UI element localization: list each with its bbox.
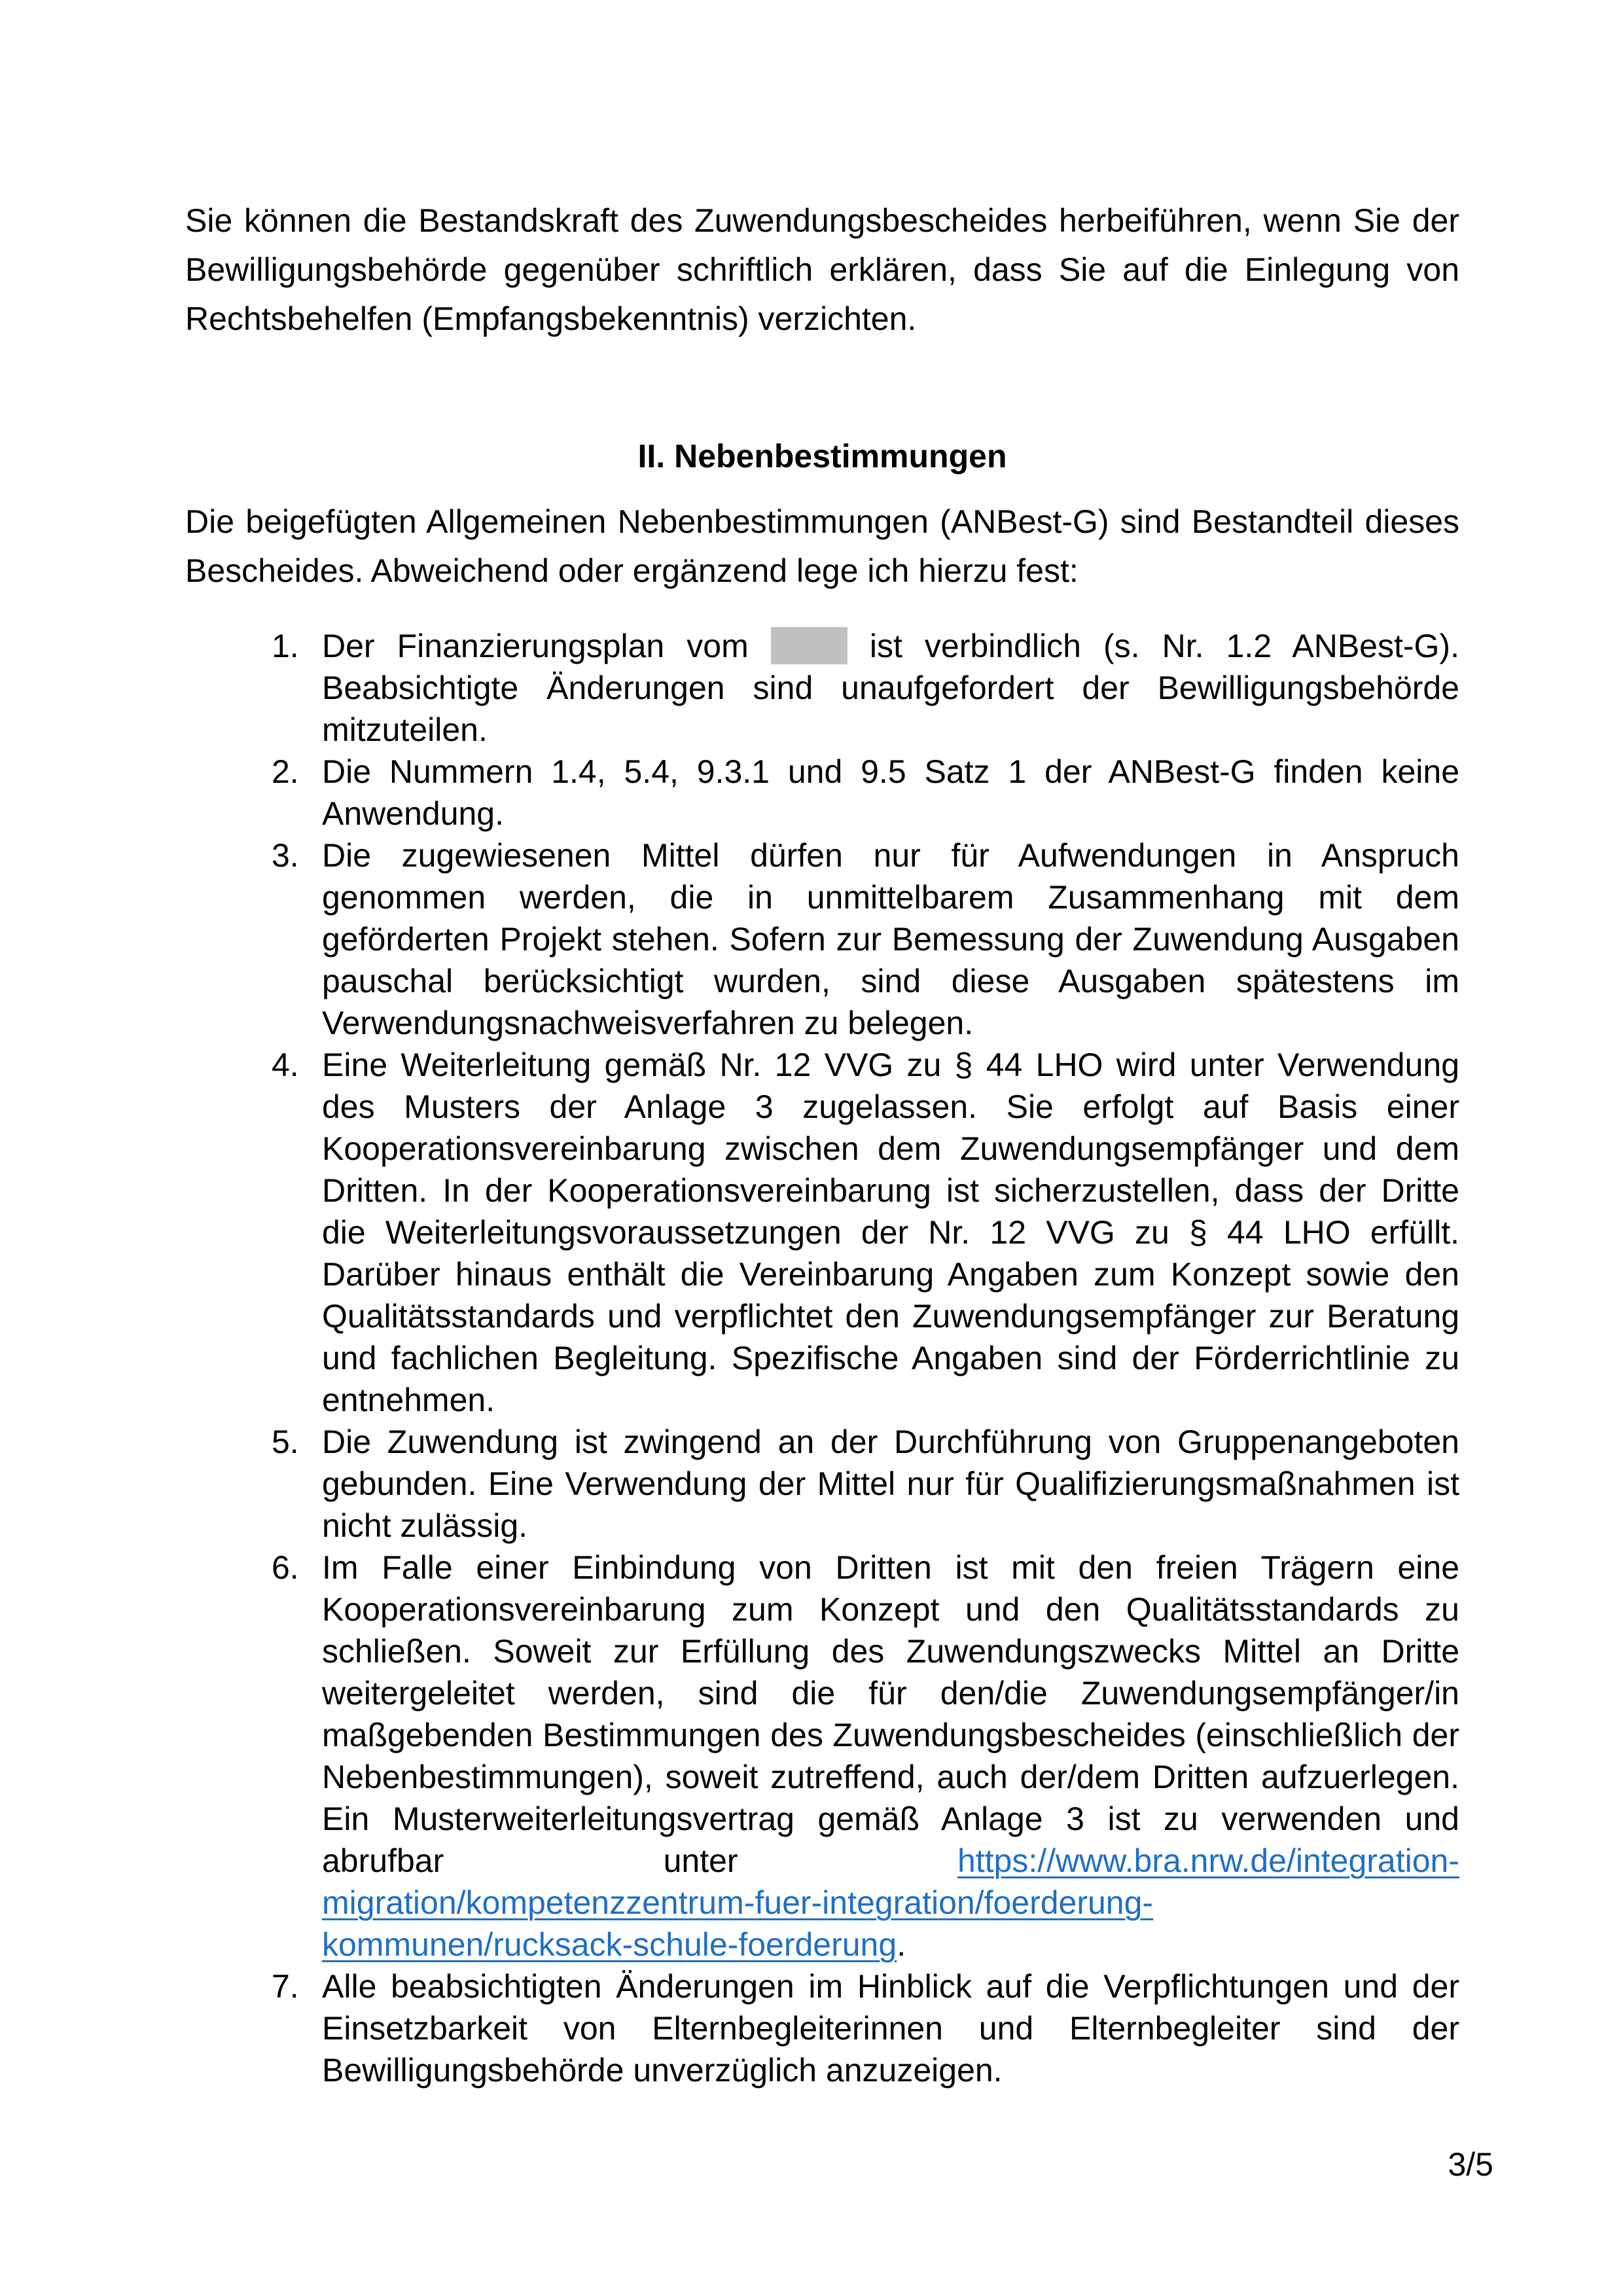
list-item-4-number: 4. bbox=[272, 1047, 299, 1083]
list-item-5-text: Die Zuwendung ist zwingend an der Durchführung von Gruppenangeboten gebunden. Eine Verwendung der Mittel nur für Qualifizierungsmaßnahmen ist nicht zulässig. bbox=[322, 1424, 1459, 1544]
list-item-6 bbox=[185, 1547, 1459, 1965]
list-item-2-number: 2. bbox=[272, 753, 299, 790]
list-item-7 bbox=[185, 1965, 1459, 2091]
conditions-list bbox=[185, 625, 1459, 2091]
list-item-1-number: 1. bbox=[272, 628, 299, 664]
list-item-1 bbox=[185, 625, 1459, 751]
list-item-5 bbox=[185, 1421, 1459, 1547]
section-heading: II. Nebenbestimmungen bbox=[637, 438, 1007, 475]
funding-info-link[interactable]: https://www.bra.nrw.de/integration-migration/kompetenzzentrum-fuer-integration/foerderung-kommunen/rucksack-schule-foerderung bbox=[322, 1842, 1459, 1963]
list-item-4-text: Eine Weiterleitung gemäß Nr. 12 VVG zu § 44 LHO wird unter Verwendung des Musters der Anlage 3 zugelassen. Sie erfolgt auf Basis einer Kooperationsvereinbarung zwischen dem Zuwendungsempfänger und dem Dritten. In der Kooperationsvereinbarung ist sicherzustellen, dass der Dritte die Weiterleitungsvoraussetzungen der Nr. 12 VVG zu § 44 LHO erfüllt. Darüber hinaus enthält die Vereinbarung Angaben zum Konzept sowie den Qualitätsstandards und verpflichtet den Zuwendungsempfänger zur Beratung und fachlichen Begleitung. Spezifische Angaben sind der Förderrichtlinie zu entnehmen. bbox=[322, 1047, 1459, 1418]
list-item-6-text-after-link: . bbox=[897, 1926, 906, 1963]
list-item-1-text-before-redaction: Der Finanzierungsplan vom bbox=[322, 628, 749, 664]
list-item-3-text: Die zugewiesenen Mittel dürfen nur für Aufwendungen in Anspruch genommen werden, die in unmittelbarem Zusammenhang mit dem geförderten Projekt stehen. Sofern zur Bemessung der Zuwendung Ausgaben pauschal berücksichtigt wurden, sind diese Ausgaben spätestens im Verwendungsnachweisverfahren zu belegen. bbox=[322, 837, 1459, 1041]
list-item-7-text: Alle beabsichtigten Änderungen im Hinblick auf die Verpflichtungen und der Einsetzbarkeit von Elternbegleiterinnen und Elternbegleiter sind der Bewilligungsbehörde unverzüglich anzuzeigen. bbox=[322, 1968, 1459, 2089]
list-item-1-text-after-redaction: ist verbindlich (s. Nr. 1.2 ANBest-G). Beabsichtigte Änderungen sind unaufgefordert der Bewilligungsbehörde mitzuteilen. bbox=[322, 628, 1459, 748]
list-item-7-number: 7. bbox=[272, 1968, 299, 2005]
list-item-3-number: 3. bbox=[272, 837, 299, 874]
list-item-3 bbox=[185, 834, 1459, 1044]
list-item-2-text: Die Nummern 1.4, 5.4, 9.3.1 und 9.5 Satz 1 der ANBest-G finden keine Anwendung. bbox=[322, 753, 1459, 832]
list-item-6-text-before-link: Im Falle einer Einbindung von Dritten ist mit den freien Trägern eine Kooperationsvereinbarung zum Konzept und den Qualitätsstandards zu schließen. Soweit zur Erfüllung des Zuwendungszwecks Mittel an Dritte weitergeleitet werden, sind die für den/die Zuwendungsempfänger/in maßgebenden Bestimmungen des Zuwendungsbescheides (einschließlich der Nebenbestimmungen), soweit zutreffend, auch der/dem Dritten aufzuerlegen. Ein Musterweiterleitungsvertrag gemäß Anlage 3 ist zu verwenden und abrufbar unter bbox=[322, 1549, 1459, 1879]
list-item-6-number: 6. bbox=[272, 1549, 299, 1586]
redacted-date-box bbox=[771, 627, 847, 664]
document-body bbox=[185, 196, 1459, 2091]
list-item-5-number: 5. bbox=[272, 1424, 299, 1460]
page-number: 3/5 bbox=[1448, 2146, 1493, 2183]
intro-paragraph: Sie können die Bestandskraft des Zuwendungsbescheides herbeiführen, wenn Sie der Bewilligungsbehörde gegenüber schriftlich erklären, dass Sie auf die Einlegung von Rechtsbehelfen (Empfangsbekenntnis) verzichten. bbox=[185, 202, 1459, 337]
list-intro-paragraph: Die beigefügten Allgemeinen Nebenbestimmungen (ANBest-G) sind Bestandteil dieses Bescheides. Abweichend oder ergänzend lege ich hierzu fest: bbox=[185, 503, 1459, 589]
list-item-4 bbox=[185, 1044, 1459, 1421]
list-item-2 bbox=[185, 751, 1459, 834]
